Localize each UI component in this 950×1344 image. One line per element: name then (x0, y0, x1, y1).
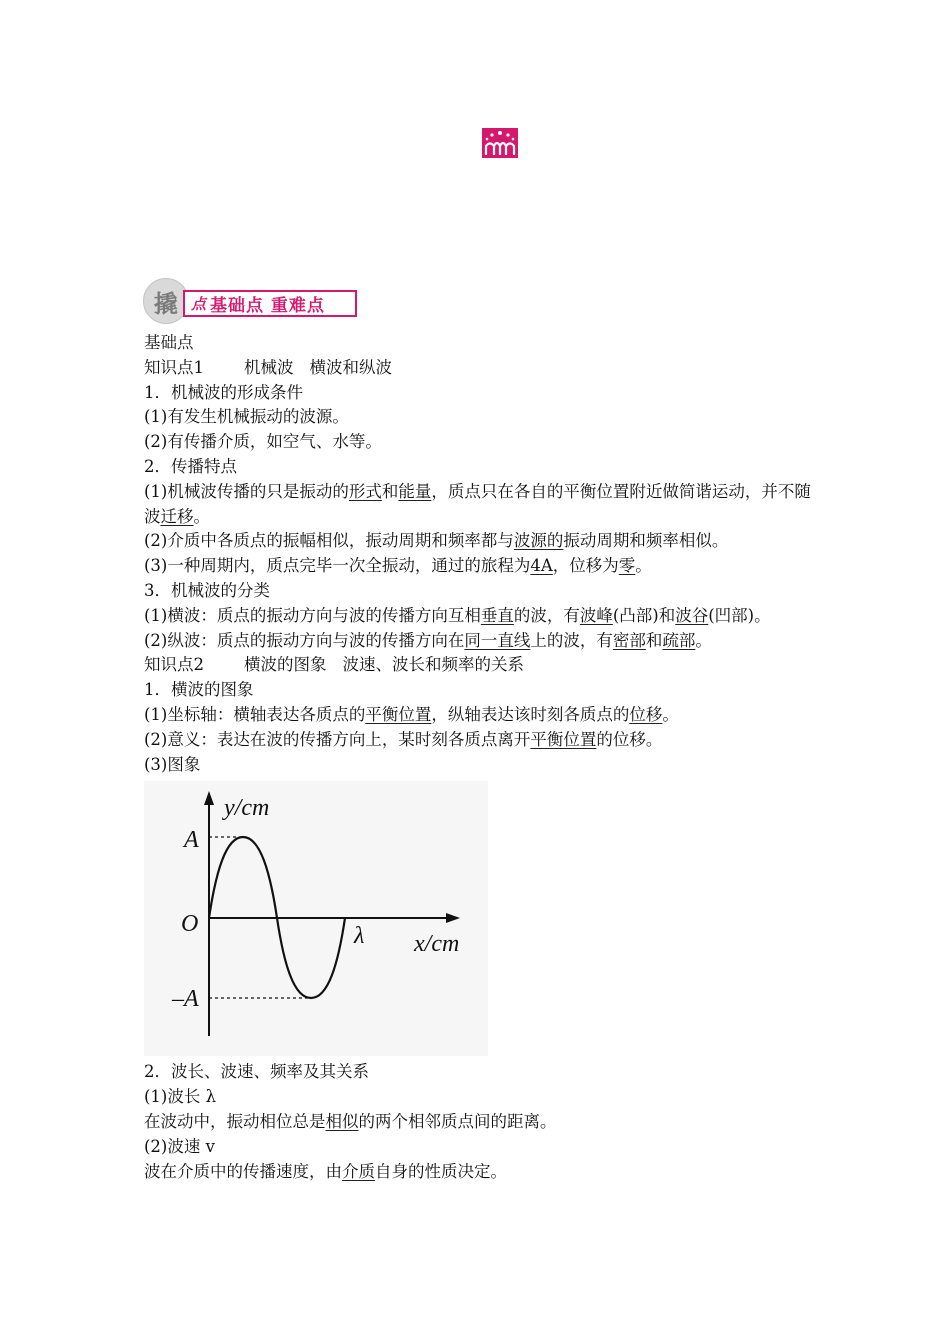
fill-in-answer: 波峰 (579, 605, 613, 625)
paragraph: (1)坐标轴：横轴表达各质点的平衡位置，纵轴表达该时刻各质点的位移。 (144, 704, 679, 724)
fill-in-answer: 平衡位置 (365, 704, 432, 724)
paragraph: (1)波长 λ (144, 1087, 217, 1107)
fill-in-answer: 波源的 (513, 531, 564, 551)
paragraph: (2)意义：表达在波的传播方向上，某时刻各质点离开平衡位置的位移。 (144, 729, 663, 749)
paragraph: (2)纵波：质点的振动方向与波的传播方向在同一直线上的波，有密部和疏部。 (144, 630, 712, 650)
x-axis-arrow (446, 913, 460, 923)
fill-in-answer: 密部 (612, 630, 646, 650)
banner-small-text: 点 (191, 295, 207, 313)
fill-in-answer: 疏部 (662, 630, 696, 650)
wave-graph (144, 781, 488, 1056)
amplitude-negative-label: –A (172, 986, 199, 1013)
paragraph: (2)介质中各质点的振幅相似，振动周期和频率都与波源的振动周期和频率相似。 (144, 531, 729, 551)
document-body (144, 331, 824, 1184)
knowledge-point-2-heading: 知识点2 横波的图象 波速、波长和频率的关系 (144, 655, 524, 675)
fill-in-answer: 零 (618, 556, 636, 576)
banner-circle-icon: 撬 (143, 278, 189, 324)
fill-in-answer: 平衡位置 (530, 729, 597, 749)
y-axis-arrow (204, 791, 214, 805)
subsection-title: 1．横波的图象 (144, 680, 254, 700)
y-axis-label: y/cm (224, 795, 270, 822)
fill-in-answer: 4A (530, 556, 553, 576)
paragraph: 在波动中，振动相位总是相似的两个相邻质点间的距离。 (144, 1111, 557, 1131)
paragraph: (3)图象 (144, 754, 201, 774)
subsection-title: 1．机械波的形成条件 (144, 382, 303, 402)
fill-in-answer: 能量 (398, 481, 432, 501)
banner-badge (183, 290, 357, 317)
amplitude-positive-label: A (184, 827, 199, 854)
fill-in-answer: 位移 (629, 704, 663, 724)
origin-label: O (181, 911, 199, 938)
subsection-title: 2．传播特点 (144, 456, 237, 476)
section-banner (143, 278, 359, 324)
paragraph: (3)一种周期内，质点完毕一次全振动，通过的旅程为4A，位移为零。 (144, 556, 652, 576)
fill-in-answer: 形式 (348, 481, 382, 501)
section-heading: 基础点 (144, 333, 194, 352)
paragraph: (1)横波：质点的振动方向与波的传播方向互相垂直的波，有波峰(凸部)和波谷(凹部)。 (144, 605, 771, 625)
knowledge-point-1-heading: 知识点1 机械波 横波和纵波 (144, 357, 392, 377)
fill-in-answer: 介质 (342, 1161, 375, 1181)
banner-label: 基础点 重难点 (210, 296, 325, 316)
x-axis-label: x/cm (414, 931, 460, 958)
fill-in-answer: 相似 (325, 1111, 359, 1131)
fill-in-answer: 垂直 (480, 605, 514, 625)
subsection-title: 3．机械波的分类 (144, 580, 270, 600)
paragraph: (1)有发生机械振动的波源。 (144, 407, 349, 427)
fill-in-answer: 波谷 (675, 605, 709, 625)
flower-logo-icon (482, 128, 518, 158)
wavelength-label: λ (354, 923, 365, 950)
fill-in-answer: 迁移 (160, 506, 194, 526)
paragraph: (2)波速 v (144, 1136, 215, 1156)
subsection-title: 2．波长、波速、频率及其关系 (144, 1062, 369, 1082)
fill-in-answer: 同一直线 (464, 630, 531, 650)
paragraph: (2)有传播介质，如空气、水等。 (144, 432, 382, 452)
paragraph: (1)机械波传播的只是振动的形式和能量，质点只在各自的平衡位置附近做简谐运动，并不随波迁移。 (144, 481, 811, 526)
paragraph: 波在介质中的传播速度，由介质自身的性质决定。 (144, 1161, 507, 1181)
